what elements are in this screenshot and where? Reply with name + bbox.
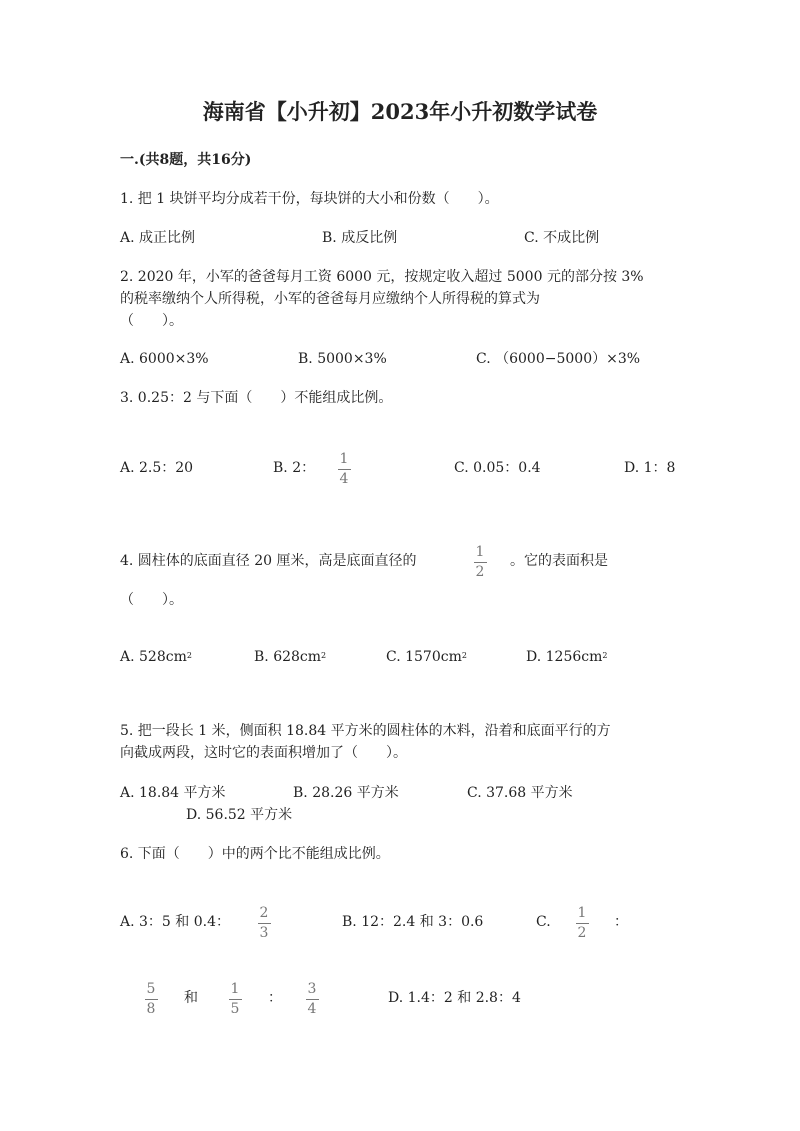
fraction-bar bbox=[576, 923, 589, 924]
question-3-option-b: B. 2： bbox=[273, 460, 316, 476]
unit-superscript: 2 bbox=[602, 651, 608, 660]
question-6-option-c-fraction-3-4 bbox=[304, 982, 320, 1017]
question-4-option-c bbox=[386, 648, 467, 666]
question-6-option-b: B. 12：2.4 和 3：0.6 bbox=[342, 914, 484, 930]
fraction-numerator: 2 bbox=[259, 905, 269, 921]
option-text: C. 1570cm bbox=[386, 649, 462, 665]
question-3-option-d: D. 1：8 bbox=[624, 460, 676, 476]
fraction-denominator: 2 bbox=[577, 925, 587, 941]
page-title: 海南省【小升初】2023年小升初数学试卷 bbox=[202, 99, 598, 124]
question-5-option-a: A. 18.84 平方米 bbox=[120, 785, 226, 801]
unit-superscript: 2 bbox=[461, 651, 467, 660]
question-2-line-3: （ ）。 bbox=[120, 313, 183, 329]
question-6-option-a: A. 3：5 和 0.4： bbox=[120, 914, 230, 930]
question-6-option-c-fraction-1-5 bbox=[227, 982, 243, 1017]
fraction-denominator: 8 bbox=[146, 1001, 156, 1017]
fraction-bar bbox=[338, 469, 351, 470]
section-header: 一.(共8题，共16分) bbox=[120, 152, 252, 168]
question-6-option-c-fraction bbox=[574, 906, 590, 941]
fraction-numerator: 5 bbox=[146, 981, 156, 997]
fraction-denominator: 3 bbox=[259, 925, 269, 941]
question-6-option-c-colon-2: ： bbox=[268, 990, 282, 1006]
fraction-numerator: 1 bbox=[577, 905, 587, 921]
question-4-fraction bbox=[472, 545, 488, 580]
option-text: D. 1256cm bbox=[526, 649, 603, 665]
question-6-stem: 6. 下面（ ）中的两个比不能组成比例。 bbox=[120, 846, 390, 862]
fraction-numerator: 1 bbox=[475, 544, 485, 560]
question-1-option-b: B. 成反比例 bbox=[322, 230, 398, 246]
question-3-option-c: C. 0.05：0.4 bbox=[454, 460, 541, 476]
fraction-bar bbox=[306, 999, 319, 1000]
question-3-stem: 3. 0.25：2 与下面（ ）不能组成比例。 bbox=[120, 390, 393, 406]
question-6-option-a-fraction bbox=[256, 906, 272, 941]
question-2-line-1: 2. 2020 年，小军的爸爸每月工资 6000 元，按规定收入超过 5000 元的部分按 3% bbox=[120, 269, 644, 285]
question-2-line-2: 的税率缴纳个人所得税，小军的爸爸每月应缴纳个人所得税的算式为 bbox=[120, 291, 540, 307]
question-1-option-a: A. 成正比例 bbox=[120, 230, 196, 246]
question-1-stem: 1. 把 1 块饼平均分成若干份，每块饼的大小和份数（ ）。 bbox=[120, 191, 499, 207]
question-4-stem-end: 。它的表面积是 bbox=[510, 553, 608, 569]
fraction-numerator: 3 bbox=[307, 981, 317, 997]
question-3-option-b-fraction bbox=[336, 452, 352, 487]
question-1-option-c: C. 不成比例 bbox=[524, 230, 600, 246]
question-4-stem-start: 4. 圆柱体的底面直径 20 厘米，高是底面直径的 bbox=[120, 553, 417, 569]
question-4-option-b bbox=[254, 648, 326, 666]
question-5-line-1: 5. 把一段长 1 米，侧面积 18.84 平方米的圆柱体的木料，沿着和底面平行的方 bbox=[120, 723, 611, 739]
question-5-line-2: 向截成两段，这时它的表面积增加了（ ）。 bbox=[120, 745, 407, 761]
question-2-option-a: A. 6000×3% bbox=[120, 351, 209, 367]
option-text: B. 628cm bbox=[254, 649, 322, 665]
question-4-option-a bbox=[120, 648, 192, 666]
fraction-denominator: 2 bbox=[475, 564, 485, 580]
question-3-option-a: A. 2.5：20 bbox=[120, 460, 194, 476]
question-4-blank: （ ）。 bbox=[120, 592, 183, 608]
question-6-option-c-fraction-5-8 bbox=[143, 982, 159, 1017]
fraction-denominator: 4 bbox=[339, 471, 349, 487]
fraction-bar bbox=[145, 999, 158, 1000]
fraction-bar bbox=[258, 923, 271, 924]
question-2-option-b: B. 5000×3% bbox=[298, 351, 387, 367]
question-5-option-b: B. 28.26 平方米 bbox=[293, 785, 399, 801]
question-5-option-d: D. 56.52 平方米 bbox=[186, 807, 293, 823]
question-5-option-c: C. 37.68 平方米 bbox=[467, 785, 573, 801]
question-6-option-d: D. 1.4：2 和 2.8：4 bbox=[388, 990, 521, 1006]
fraction-denominator: 5 bbox=[230, 1001, 240, 1017]
question-6-option-c-and: 和 bbox=[184, 990, 198, 1006]
unit-superscript: 2 bbox=[321, 651, 327, 660]
unit-superscript: 2 bbox=[186, 651, 192, 660]
question-6-option-c-colon: ： bbox=[614, 914, 628, 930]
fraction-bar bbox=[229, 999, 242, 1000]
option-text: A. 528cm bbox=[120, 649, 187, 665]
fraction-numerator: 1 bbox=[339, 451, 349, 467]
question-4-option-d bbox=[526, 648, 607, 666]
question-6-option-c-label: C. bbox=[536, 914, 551, 930]
fraction-bar bbox=[474, 562, 487, 563]
fraction-denominator: 4 bbox=[307, 1001, 317, 1017]
fraction-numerator: 1 bbox=[230, 981, 240, 997]
question-2-option-c: C. （6000−5000）×3% bbox=[476, 351, 641, 367]
